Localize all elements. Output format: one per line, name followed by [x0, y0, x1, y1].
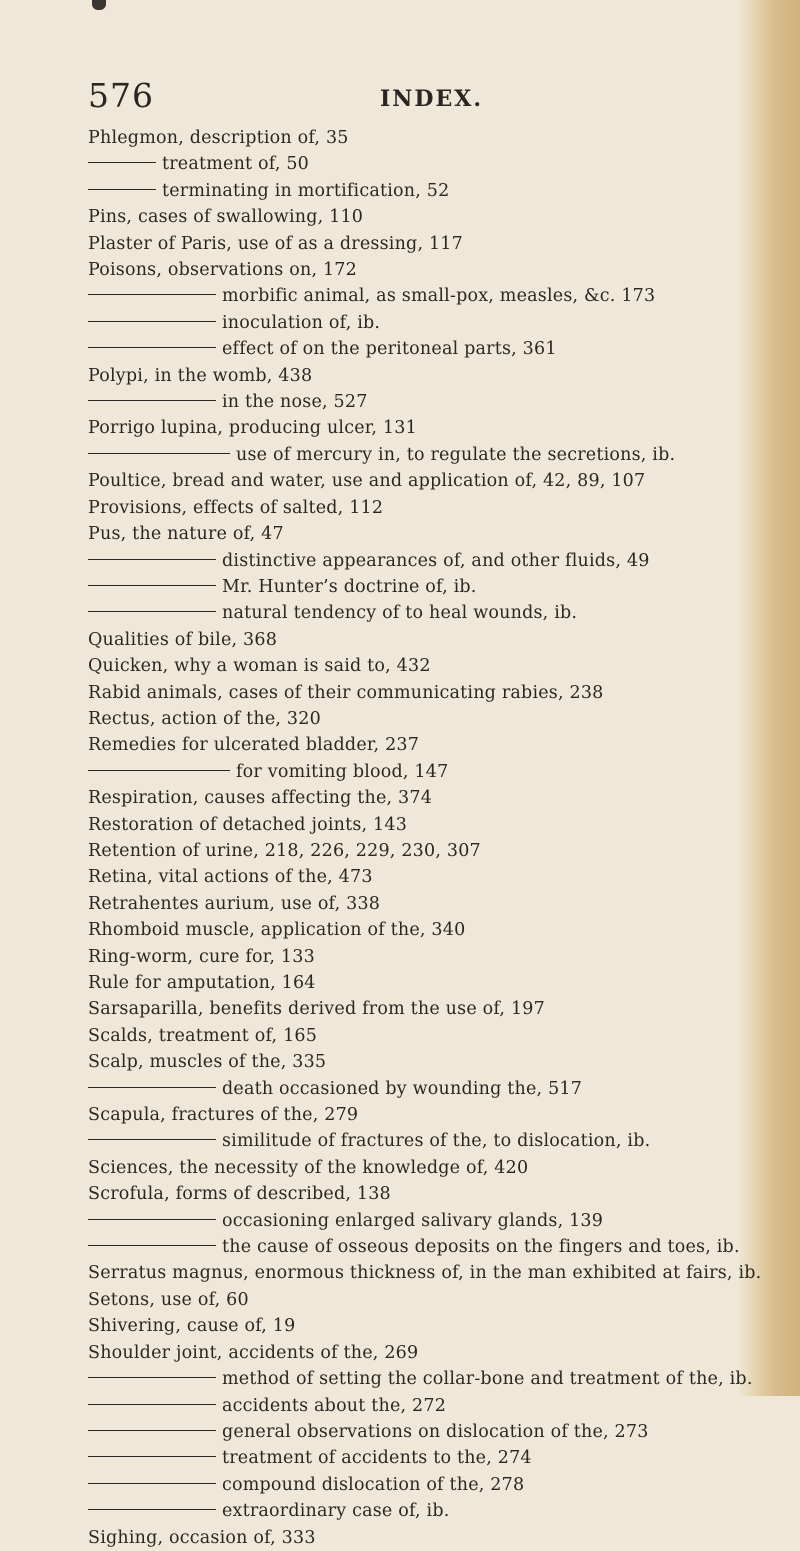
- entry-text: Ring-worm, cure for, 133: [88, 946, 315, 967]
- entry-text: Sciences, the necessity of the knowledge of, 420: [88, 1157, 529, 1178]
- index-entry: [88, 1049, 748, 1075]
- entry-text: Retina, vital actions of the, 473: [88, 867, 373, 888]
- entry-text: Setons, use of, 60: [88, 1289, 249, 1310]
- index-entry: [88, 996, 748, 1022]
- index-entry: [88, 468, 748, 494]
- index-entry: [88, 812, 748, 838]
- ditto-dash: [88, 1483, 216, 1484]
- ditto-dash: [88, 1456, 216, 1457]
- index-subentry: [88, 1393, 748, 1419]
- entry-text: Shoulder joint, accidents of the, 269: [88, 1342, 419, 1363]
- index-subentry: [88, 600, 748, 626]
- ditto-dash: [88, 1245, 216, 1246]
- entry-text: Retrahentes aurium, use of, 338: [88, 893, 381, 914]
- entry-text: occasioning enlarged salivary glands, 139: [222, 1210, 604, 1231]
- entry-text: Phlegmon, description of, 35: [88, 128, 349, 148]
- ditto-dash: [88, 400, 216, 401]
- entry-text: use of mercury in, to regulate the secretions, ib.: [236, 444, 676, 465]
- index-entry: [88, 231, 748, 257]
- ditto-dash: [88, 1139, 216, 1140]
- index-entry: [88, 1340, 748, 1366]
- page-number: 576: [88, 76, 154, 115]
- index-subentry: [88, 178, 748, 204]
- entry-text: Mr. Hunter’s doctrine of, ib.: [222, 576, 477, 597]
- index-entry: [88, 415, 748, 441]
- index-entry: [88, 891, 748, 917]
- entry-text: Plaster of Paris, use of as a dressing, 117: [88, 233, 463, 254]
- entry-text: Respiration, causes affecting the, 374: [88, 788, 433, 809]
- entry-text: Shivering, cause of, 19: [88, 1316, 296, 1337]
- entry-text: inoculation of, ib.: [222, 312, 381, 333]
- index-entry: [88, 785, 748, 811]
- index-subentry: [88, 389, 748, 415]
- entry-text: Scalp, muscles of the, 335: [88, 1052, 327, 1073]
- ditto-dash: [88, 559, 216, 560]
- index-subentry: [88, 151, 748, 177]
- index-entry: [88, 838, 748, 864]
- ditto-dash: [88, 1430, 216, 1431]
- index-entry: [88, 970, 748, 996]
- ditto-dash: [88, 321, 216, 322]
- entry-text: Poultice, bread and water, use and application of, 42, 89, 107: [88, 471, 646, 492]
- index-subentry: [88, 759, 748, 785]
- index-subentry: [88, 1234, 748, 1260]
- index-subentry: [88, 1208, 748, 1234]
- entry-text: Rule for amputation, 164: [88, 973, 316, 993]
- index-entry: [88, 732, 748, 758]
- index-entry: [88, 363, 748, 389]
- index-subentry: [88, 1128, 748, 1154]
- index-subentry: [88, 1445, 748, 1471]
- index-entry: [88, 257, 748, 283]
- ditto-dash: [88, 1377, 216, 1378]
- index-entry: [88, 1260, 762, 1286]
- entry-text: Restoration of detached joints, 143: [88, 814, 408, 835]
- index-entry: [88, 706, 748, 732]
- entry-text: Rectus, action of the, 320: [88, 708, 321, 729]
- index-entry: [88, 495, 748, 521]
- ditto-dash: [88, 1087, 216, 1088]
- entry-text: Rabid animals, cases of their communicating rabies, 238: [88, 682, 604, 703]
- entry-text: extraordinary case of, ib.: [222, 1501, 450, 1522]
- entry-text: Sarsaparilla, benefits derived from the use of, 197: [88, 999, 545, 1020]
- index-subentry: [88, 1419, 748, 1445]
- entry-text: Scalds, treatment of, 165: [88, 1025, 318, 1046]
- ink-mark: [92, 0, 106, 10]
- index-entry: [88, 204, 748, 230]
- entry-text: accidents about the, 272: [222, 1395, 447, 1416]
- entry-text: effect of on the peritoneal parts, 361: [222, 339, 557, 360]
- entry-text: morbific animal, as small-pox, measles, &c. 173: [222, 286, 656, 307]
- entry-text: distinctive appearances of, and other fluids, 49: [222, 550, 650, 571]
- entry-text: general observations on dislocation of the, 273: [222, 1421, 649, 1442]
- entry-text: terminating in mortification, 52: [162, 180, 450, 201]
- index-subentry: [88, 1498, 748, 1524]
- entry-text: Quicken, why a woman is said to, 432: [88, 656, 431, 677]
- entry-text: Sighing, occasion of, 333: [88, 1527, 316, 1548]
- page-header: [88, 76, 708, 116]
- index-entry: [88, 864, 748, 890]
- ditto-dash: [88, 1219, 216, 1220]
- entry-text: Poisons, observations on, 172: [88, 260, 357, 281]
- ditto-dash: [88, 162, 156, 163]
- index-entry: [88, 1525, 748, 1551]
- ditto-dash: [88, 189, 156, 190]
- entry-text: Serratus magnus, enormous thickness of, in the man exhibited at fairs, ib.: [88, 1263, 762, 1284]
- entry-text: treatment of, 50: [162, 154, 310, 175]
- entry-text: Retention of urine, 218, 226, 229, 230, 307: [88, 840, 481, 861]
- ditto-dash: [88, 1404, 216, 1405]
- index-subentry: [88, 548, 748, 574]
- index-subentry: [88, 442, 748, 468]
- running-head: INDEX.: [380, 86, 483, 112]
- entry-text: similitude of fractures of the, to dislocation, ib.: [222, 1131, 651, 1152]
- index-subentry: [88, 310, 748, 336]
- index-list: [88, 125, 762, 1551]
- index-entry: [88, 1102, 748, 1128]
- entry-text: Scrofula, forms of described, 138: [88, 1184, 391, 1205]
- entry-text: Rhomboid muscle, application of the, 340: [88, 920, 466, 941]
- index-entry: [88, 680, 748, 706]
- entry-text: natural tendency of to heal wounds, ib.: [222, 603, 578, 624]
- index-entry: [88, 521, 748, 547]
- entry-text: Porrigo lupina, producing ulcer, 131: [88, 418, 417, 439]
- index-entry: [88, 627, 748, 653]
- entry-text: Remedies for ulcerated bladder, 237: [88, 735, 420, 756]
- index-subentry: [88, 574, 748, 600]
- entry-text: Qualities of bile, 368: [88, 629, 278, 650]
- entry-text: Pus, the nature of, 47: [88, 524, 284, 545]
- entry-text: for vomiting blood, 147: [236, 761, 449, 782]
- ditto-dash: [88, 294, 216, 295]
- entry-text: method of setting the collar-bone and treatment of the, ib.: [222, 1369, 753, 1390]
- index-subentry: [88, 1472, 748, 1498]
- entry-text: compound dislocation of the, 278: [222, 1474, 525, 1495]
- entry-text: death occasioned by wounding the, 517: [222, 1078, 583, 1099]
- index-entry: [88, 944, 748, 970]
- entry-text: Provisions, effects of salted, 112: [88, 497, 384, 518]
- entry-text: in the nose, 527: [222, 392, 368, 413]
- index-subentry: [88, 336, 748, 362]
- entry-text: Polypi, in the womb, 438: [88, 365, 313, 386]
- index-entry: [88, 125, 748, 151]
- index-entry: [88, 653, 748, 679]
- ditto-dash: [88, 1509, 216, 1510]
- entry-text: the cause of osseous deposits on the fingers and toes, ib.: [222, 1237, 740, 1258]
- ditto-dash: [88, 611, 216, 612]
- ditto-dash: [88, 770, 230, 771]
- entry-text: treatment of accidents to the, 274: [222, 1448, 532, 1469]
- index-entry: [88, 1155, 748, 1181]
- index-entry: [88, 917, 748, 943]
- index-subentry: [88, 1366, 753, 1392]
- ditto-dash: [88, 585, 216, 586]
- index-entry: [88, 1023, 748, 1049]
- index-entry: [88, 1313, 748, 1339]
- ditto-dash: [88, 347, 216, 348]
- index-subentry: [88, 1076, 748, 1102]
- entry-text: Pins, cases of swallowing, 110: [88, 207, 364, 228]
- index-entry: [88, 1181, 748, 1207]
- entry-text: Scapula, fractures of the, 279: [88, 1105, 359, 1126]
- ditto-dash: [88, 453, 230, 454]
- index-subentry: [88, 283, 748, 309]
- index-entry: [88, 1287, 748, 1313]
